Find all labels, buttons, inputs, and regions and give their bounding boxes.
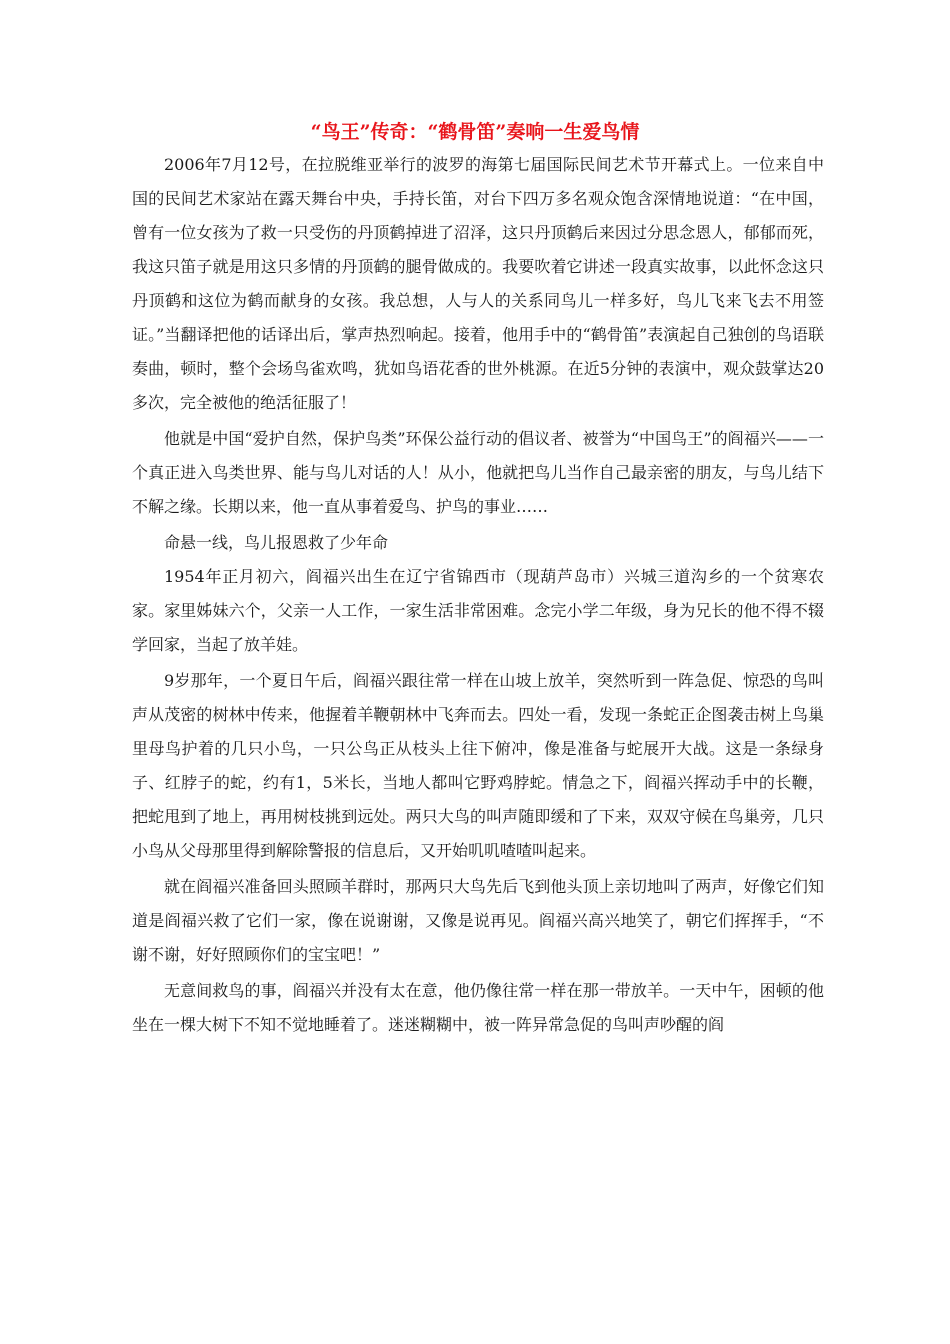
paragraph-nap: 无意间救鸟的事，阎福兴并没有太在意，他仍像往常一样在那一带放羊。一天中午，困顿的他坐在一棵大树下不知不觉地睡着了。迷迷糊糊中，被一阵异常急促的鸟叫声吵醒的阎 — [132, 981, 824, 1034]
paragraph-birds-thanks: 就在阎福兴准备回头照顾羊群时，那两只大鸟先后飞到他头顶上亲切地叫了两声，好像它们知道是阎福兴救了它们一家，像在说谢谢，又像是说再见。阎福兴高兴地笑了，朝它们挥挥手，“不谢不谢，好好照顾你们的宝宝吧！” — [132, 877, 824, 964]
article-body — [132, 148, 824, 1044]
paragraph-snake-rescue: 9岁那年，一个夏日午后，阎福兴跟往常一样在山坡上放羊，突然听到一阵急促、惊恐的鸟叫声从茂密的树林中传来，他握着羊鞭朝林中飞奔而去。四处一看，发现一条蛇正企图袭击树上鸟巢里母鸟护着的几只小鸟，一只公鸟正从枝头上往下俯冲，像是准备与蛇展开大战。这是一条绿身子、红脖子的蛇，约有1，5米长，当地人都叫它野鸡脖蛇。情急之下，阎福兴挥动手中的长鞭，把蛇甩到了地上，再用树枝挑到远处。两只大鸟的叫声随即缓和了下来，双双守候在鸟巢旁，几只小鸟从父母那里得到解除警报的信息后，又开始叽叽喳喳叫起来。 — [132, 671, 824, 860]
paragraph-opening: 2006年7月12号，在拉脱维亚举行的波罗的海第七届国际民间艺术节开幕式上。一位来自中国的民间艺术家站在露天舞台中央，手持长笛，对台下四万多名观众饱含深情地说道：“在中国，曾有一位女孩为了救一只受伤的丹顶鹤掉进了沼泽，这只丹顶鹤后来因过分思念恩人，郁郁而死，我这只笛子就是用这只多情的丹顶鹤的腿骨做成的。我要吹着它讲述一段真实故事，以此怀念这只丹顶鹤和这位为鹤而献身的女孩。我总想，人与人的关系同鸟儿一样多好，鸟儿飞来飞去不用签证。”当翻译把他的话译出后，掌声热烈响起。接着，他用手中的“鹤骨笛”表演起自己独创的鸟语联奏曲，顿时，整个会场鸟雀欢鸣，犹如鸟语花香的世外桃源。在近5分钟的表演中，观众鼓掌达20多次，完全被他的绝活征服了！ — [132, 155, 824, 412]
section-heading: 命悬一线，鸟儿报恩救了少年命 — [164, 533, 389, 552]
paragraph-introduction: 他就是中国“爱护自然，保护鸟类”环保公益行动的倡议者、被誉为“中国鸟王”的阎福兴——一个真正进入鸟类世界、能与鸟儿对话的人！从小，他就把鸟儿当作自己最亲密的朋友，与鸟儿结下不解之缘。长期以来，他一直从事着爱鸟、护鸟的事业…… — [132, 429, 824, 516]
paragraph-childhood: 1954年正月初六，阎福兴出生在辽宁省锦西市（现葫芦岛市）兴城三道沟乡的一个贫寒农家。家里姊妹六个，父亲一人工作，一家生活非常困难。念完小学二年级，身为兄长的他不得不辍学回家，当起了放羊娃。 — [132, 567, 824, 654]
article-title: “鸟王”传奇：“鹤骨笛”奏响一生爱鸟情 — [310, 121, 640, 143]
